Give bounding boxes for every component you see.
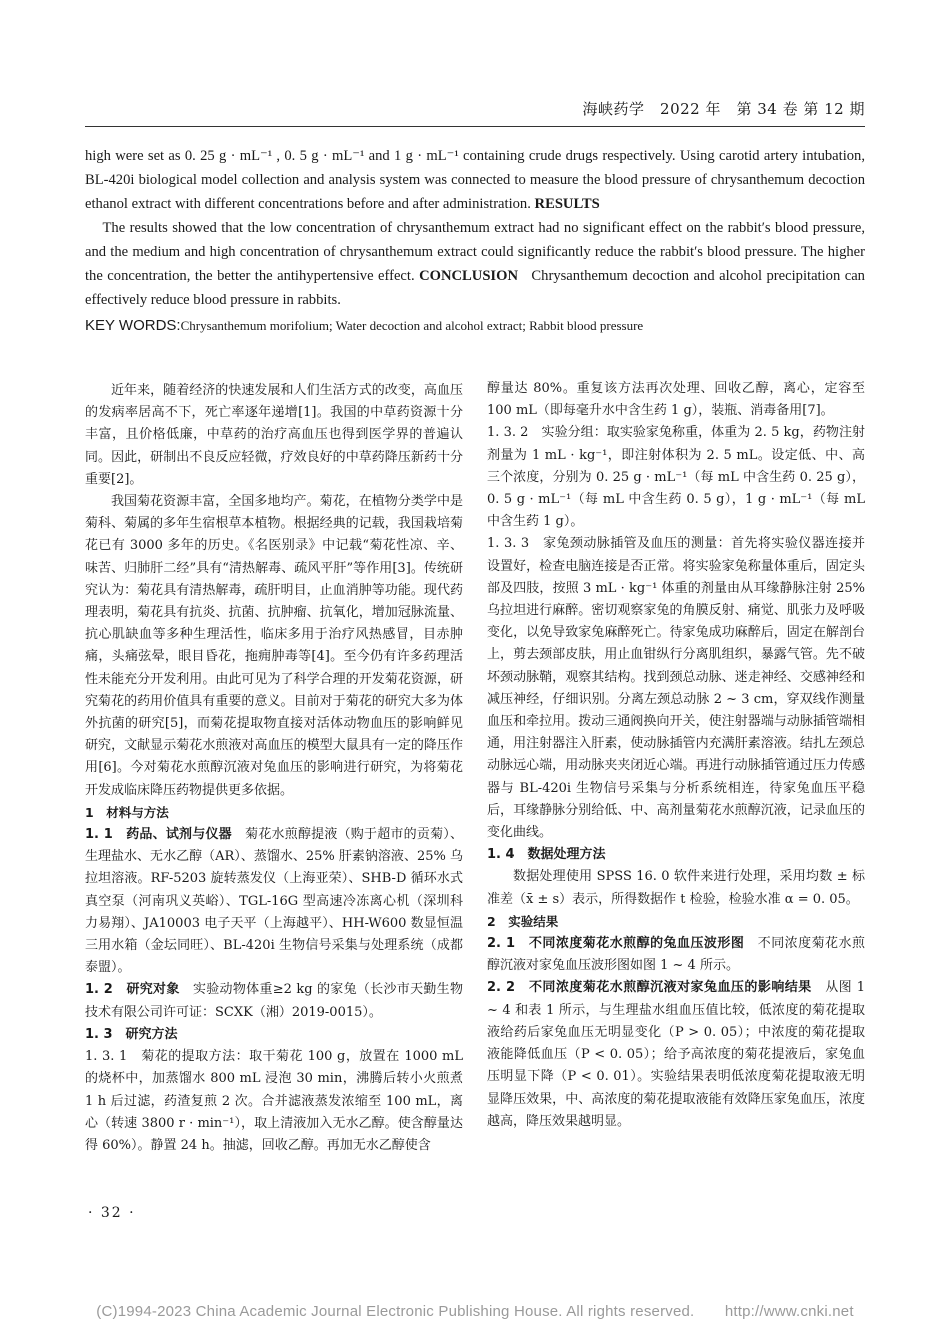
section-1-1: 1. 1 药品、试剂与仪器 菊花水煎醇提液（购于超市的贡菊）、生理盐水、无水乙醇（AR）、蒸馏水、25% 肝素钠溶液、25% 乌拉坦溶液。RF-5203 旋转蒸发仪（上海亚荣）、SHB-D 循环水式真空泵（河南巩义英峪）、TGL-16G 型高速冷冻离心机（深圳科力易翔）、JA10003 电子天平（上海越平）、HH-W600 数显恒温三用水箱（金坛同旺）、BL-420i 生物信号采集与处理系统（成都泰盟）。 [85, 827, 463, 976]
results-label: RESULTS [534, 196, 600, 212]
section-1-3-heading: 1. 3 研究方法 [85, 1026, 178, 1042]
section-1-3-3: 1. 3. 3 家兔颈动脉插管及血压的测量：首先将实验仪器连接并设置好，检查电脑连接是否正常。将实验家兔称量体重后，固定头部及四肢，按照 3 mL · kg⁻¹ 体重的剂量由从耳缘静脉注射 25% 乌拉坦进行麻醉。密切观察家兔的角膜反射、痛觉、肌张力及呼吸变化，以免导致家兔麻醉死亡。待家兔成功麻醉后，固定在解剖台上，剪去颈部皮肤，用止血钳纵行分离肌组织，暴露气管。先不破坏颈动脉鞘，观察其结构。找到颈总动脉、迷走神经、交感神经和减压神经，仔细识别。分离左颈总动脉 2 ~ 3 cm，穿双线作测量血压和牵拉用。拨动三通阀换向开关，使注射器端与动脉插管端相通，用注射器注入肝素，使动脉插管内充满肝素溶液。结扎左颈总动脉远心端，用动脉夹夹闭近心端。再进行动脉插管通过压力传感器与 BL-420i 生物信号采集与分析系统相连，待家兔血压平稳后，耳缘静脉分别给低、中、高剂量菊花水煎醇沉液，记录血压的变化曲线。 [487, 536, 865, 841]
journal-header-text: 海峡药学 2022 年 第 34 卷 第 12 期 [582, 100, 865, 118]
section-1-4-text: 数据处理使用 SPSS 16. 0 软件来进行处理，采用均数 ± 标准差（x̄ ± s）表示，所得数据作 t 检验，检验水准 α = 0. 05。 [487, 869, 865, 907]
keywords-text: Chrysanthemum morifolium; Water decoction and alcohol extract; Rabbit blood pressure [180, 318, 644, 333]
intro-paragraph-2: 我国菊花资源丰富，全国多地均产。菊花，在植物分类学中是菊科、菊属的多年生宿根草本植物。根据经典的记载，我国栽培菊花已有 3000 多年的历史。《名医别录》中记载“菊花性凉、辛、味苦、归肺肝二经”具有“清热解毒、疏风平肝”等作用[3]。传统研究认为：菊花具有清热解毒，疏肝明目，止血消肿等功能。现代药理表明，菊花具有抗炎、抗菌、抗肿瘤、抗氧化，增加冠脉流量、抗心肌缺血等多种生理活性，临床多用于治疗风热感冒，目赤肿痛，头痛弦晕，眼目昏花，拖痈肿毒等[4]。至今仍有许多药理活性未能充分开发利用。由此可见为了科学合理的开发菊花资源，研究菊花的药用价值具有重要的意义。目前对于菊花的研究大多为体外抗菌的研究[5]，而菊花提取物直接对活体动物血压的影响鲜见研究，文献显示菊花水煎液对高血压的模型大鼠具有一定的降压作用[6]。今对菊花水煎醇沉液对兔血压的影响进行研究，为将菊花开发成临床降压药物提供更多依据。 [85, 494, 463, 798]
section-1-2: 1. 2 研究对象 实验动物体重≥2 kg 的家兔（长沙市天勤生物技术有限公司许可证：SCXK（湘）2019-0015）。 [85, 982, 463, 1020]
keywords-label: KEY WORDS: [85, 317, 181, 334]
page-number: · 32 · [88, 1205, 136, 1221]
journal-header [85, 98, 865, 127]
section-2-2: 2. 2 不同浓度菊花水煎醇沉液对家兔血压的影响结果 从图 1 ~ 4 和表 1 所示，与生理盐水组血压值比较，低浓度的菊花提取液给药后家兔血压无明显变化（P > 0. 05）；中浓度的菊花提取液能降低血压（P < 0. 05）；给予高浓度的菊花提液后，家兔血压明显下降（P < 0. 01）。实验结果表明低浓度菊花提取液无明显降压效果，中、高浓度的菊花提取液能有效降压家兔血压，浓度越高，降压效果越明显。 [487, 980, 865, 1129]
english-abstract [85, 144, 865, 338]
intro-paragraph-1: 近年来，随着经济的快速发展和人们生活方式的改变，高血压的发病率居高不下，死亡率逐年递增[1]。我国的中草药资源十分丰富，且价格低廉，中草药的治疗高血压也得到医学界的普遍认同。因此，研制出不良反应轻微，疗效良好的中草药降压新药十分重要[2]。 [85, 383, 463, 487]
section-1-3-1: 1. 3. 1 菊花的提取方法：取干菊花 100 g，放置在 1000 mL 的烧杯中，加蒸馏水 800 mL 浸泡 30 min，沸腾后转小火煎煮 1 h 后过滤，药渣复煎 2 次。合并滤液蒸发浓缩至 100 mL，离心（转速 3800 r · min⁻¹），取上清液加入无水乙醇。使含醇量达得 60%）。静置 24 h。抽滤，回收乙醇。再加无水乙醇使含 [85, 1049, 463, 1153]
abstract-results: The results showed that the low concentration of chrysanthemum extract had no significant effect on the rabbit′s blood pressure, and the medium and high concentration of chrysanthemum extract could significantly reduce the rabbit′s blood pressure. The higher the concentration, the better the antihypertensive effect. CONCLUSION Chrysanthemum decoction and alcohol precipitation can effectively reduce blood pressure in rabbits. [85, 220, 865, 308]
section-2-1: 2. 1 不同浓度菊花水煎醇的兔血压波形图 不同浓度菊花水煎醇沉液对家兔血压波形图如图 1 ~ 4 所示。 [487, 936, 865, 974]
section-1-3-2: 1. 3. 2 实验分组：取实验家兔称重，体重为 2. 5 kg，药物注射剂量为 1 mL · kg⁻¹，即注射体积为 2. 5 mL。设定低、中、高三个浓度，分别为 0. 25 g · mL⁻¹（每 mL 中含生药 0. 25 g），0. 5 g · mL⁻¹（每 mL 中含生药 0. 5 g），1 g · mL⁻¹（每 mL 中含生药 1 g）。 [487, 425, 865, 530]
section-2-heading: 2 实验结果 [487, 913, 559, 929]
copyright-footer: (C)1994-2023 China Academic Journal Electronic Publishing House. All rights reserved. http://www.cnki.net [96, 1303, 854, 1320]
extraction-continued: 醇量达 80%。重复该方法再次处理、回收乙醇，离心，定容至 100 mL（即每毫升水中含生药 1 g），装瓶、消毒备用[7]。 [487, 381, 865, 419]
keywords [85, 314, 865, 338]
section-1-heading: 1 材料与方法 [85, 804, 169, 820]
conclusion-text: Chrysanthemum decoction and alcohol precipitation can effectively reduce blood pressure in rabbits. [85, 268, 865, 308]
section-1-4-heading: 1. 4 数据处理方法 [487, 847, 606, 863]
left-column [85, 380, 463, 1157]
abstract-methods: high were set as 0. 25 g · mL⁻¹ , 0. 5 g · mL⁻¹ and 1 g · mL⁻¹ containing crude drugs respectively. Using carotid artery intubation, BL-420i biological model collection and analysis system was connected to measure the blood pressure of chrysanthemum decoction ethanol extract with different concentrations before and after administration. RESULTS [85, 148, 865, 212]
conclusion-label: CONCLUSION [419, 268, 519, 284]
right-column [487, 378, 865, 1133]
